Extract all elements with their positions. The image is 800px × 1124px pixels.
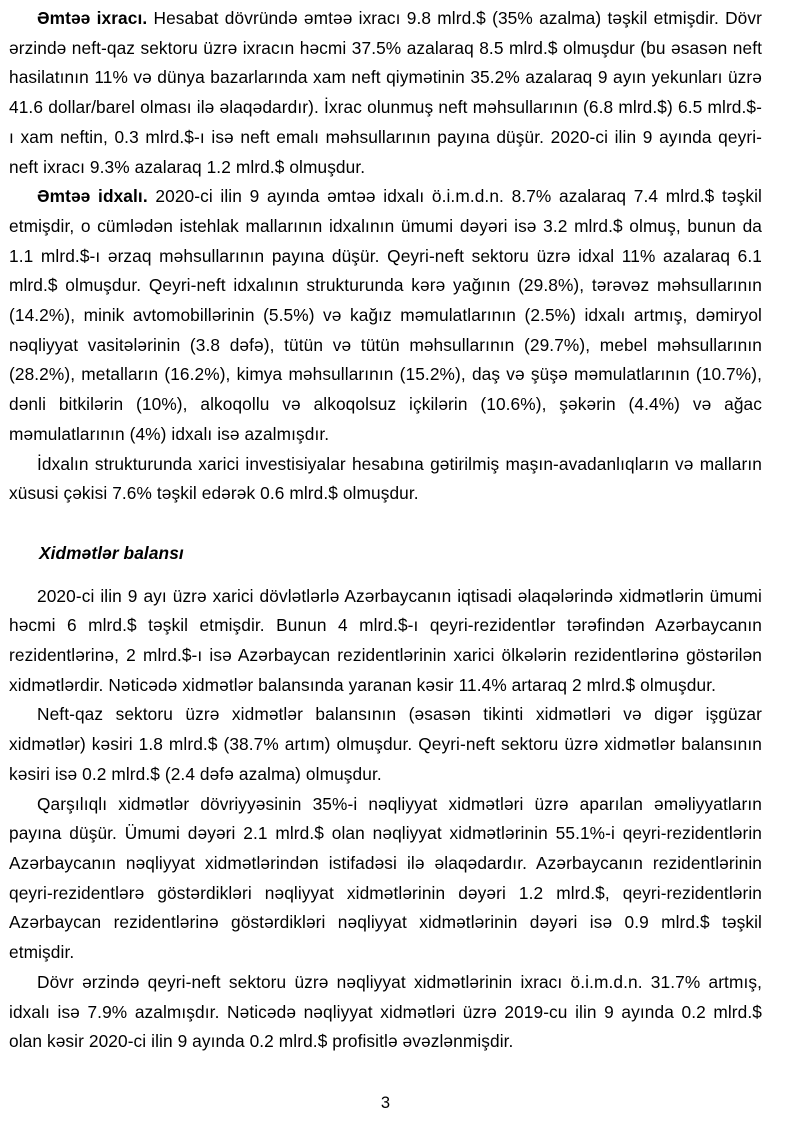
paragraph-lead-import: Əmtəə idxalı. bbox=[37, 186, 148, 207]
paragraph-oil-services: Neft-qaz sektoru üzrə xidmətlər balansının (əsasən tikinti xidmətləri və digər işgüzar xidmətlər) kəsiri 1.8 mlrd.$ (38.7% artım) olmuşdur. Qeyri-neft sektoru üzrə xidmətlər balansının kəsiri isə 0.2 mlrd.$ (2.4 dəfə azalma) olmuşdur. bbox=[9, 704, 762, 784]
paragraph-services-balance: 2020-ci ilin 9 ayı üzrə xarici dövlətlərlə Azərbaycanın iqtisadi əlaqələrində xidmətlərin ümumi həcmi 6 mlrd.$ təşkil etmişdir. Bunun 4 mlrd.$-ı qeyri-rezidentlər tərəfindən Azərbaycanın rezidentlərinə, 2 mlrd.$-ı isə Azərbaycan rezidentlərinin xarici ölkələrin rezidentlərinə göstərilən xidmətlərdir. Nəticədə xidmətlər balansında yaranan kəsir 11.4% artaraq 2 mlrd.$ olmuşdur. bbox=[9, 585, 762, 695]
paragraph-transport-services: Qarşılıqlı xidmətlər dövriyyəsinin 35%-i nəqliyyat xidmətləri üzrə aparılan əməliyyatların payına düşür. Ümumi dəyəri 2.1 mlrd.$ olan nəqliyyat xidmətlərinin 55.1%-i qeyri-rezidentlərin Azərbaycanın nəqliyyat xidmətlərindən istifadəsi ilə əlaqədardır. Azərbaycanın rezidentlərinin qeyri-rezidentlərə göstərdikləri nəqliyyat xidmətlərinin dəyəri 1.2 mlrd.$, qeyri-rezidentlərin Azərbaycan rezidentlərinə göstərdikləri nəqliyyat xidmətlərinin dəyəri isə 0.9 mlrd.$ təşkil etmişdir. bbox=[9, 793, 762, 963]
paragraph-lead-export: Əmtəə ixracı. bbox=[37, 8, 148, 28]
paragraph-transport-trend: Dövr ərzində qeyri-neft sektoru üzrə nəqliyyat xidmətlərinin ixracı ö.i.m.d.n. 31.7% artmış, idxalı isə 7.9% azalmışdır. Nəticədə nəqliyyat xidmətləri üzrə 2019-cu ilin 9 ayında 0.2 mlrd.$ olan kəsir 2020-ci ilin 9 ayında 0.2 mlrd.$ profisitlə əvəzlənmişdir. bbox=[9, 971, 762, 1052]
paragraph-text-export: Hesabat dövründə əmtəə ixracı 9.8 mlrd.$ (35% azalma) təşkil etmişdir. Dövr ərzində neft-qaz sektoru üzrə ixracın həcmi 37.5% azalaraq 8.5 mlrd.$ olmuşdur (bu əsasən neft hasilatının 11% və dünya bazarlarında xam neft qiymətinin 35.2% azalaraq 9 ayın yekunları üzrə 41.6 dollar/barel olması ilə əlaqədardır). İxrac olunmuş neft məhsullarının (6.8 mlrd.$) 6.5 mlrd.$-ı xam neftin, 0.3 mlrd.$-ı isə neft emalı məhsullarının payına düşür. 2020-ci ilin 9 ayında qeyri-neft ixracı 9.3% azalaraq 1.2 mlrd.$ olmuşdur. bbox=[9, 8, 762, 177]
paragraph-import-structure: İdxalın strukturunda xarici investisiyalar hesabına gətirilmiş maşın-avadanlıqların və malların xüsusi çəkisi 7.6% təşkil edərək 0.6 mlrd.$ olmuşdur. bbox=[9, 453, 762, 504]
page-footer bbox=[9, 1092, 762, 1114]
paragraph-commodity-import bbox=[9, 182, 762, 449]
section-heading-services-balance: Xidmətlər balansı bbox=[39, 542, 184, 563]
paragraph-text-import: 2020-ci ilin 9 ayında əmtəə idxalı ö.i.m.d.n. 8.7% azalaraq 7.4 mlrd.$ təşkil etmişdir, o cümlədən istehlak mallarının idxalının ümumi dəyəri isə 3.2 mlrd.$ olmuş, bunun da 1.1 mlrd.$-ı ərzaq məhsullarının payına düşür. Qeyri-neft sektoru üzrə idxal 11% azalaraq 6.1 mlrd.$ olmuşdur. Qeyri-neft idxalının strukturunda kərə yağının (29.8%), tərəvəz məhsullarının (14.2%), minik avtomobillərinin (5.5%) və kağız məmulatlarının (2.5%) idxalı artmış, dəmiryol nəqliyyat vasitələrinin (3.8 dəfə), tütün və tütün məhsullarının (29.7%), mebel məhsullarının (28.2%), metalların (16.2%), kimya məhsullarının (15.2%), daş və şüşə məmulatlarının (10.7%), dənli bitkilərin (10%), alkoqollu və alkoqolsuz içkilərin (10.6%), şəkərin (4.4%) və ağac məmulatlarının (4%) idxalı isə azalmışdır. bbox=[9, 186, 762, 444]
page-number: 3 bbox=[380, 1094, 391, 1112]
document-text-block bbox=[9, 4, 762, 1057]
paragraph-commodity-export bbox=[9, 4, 762, 182]
